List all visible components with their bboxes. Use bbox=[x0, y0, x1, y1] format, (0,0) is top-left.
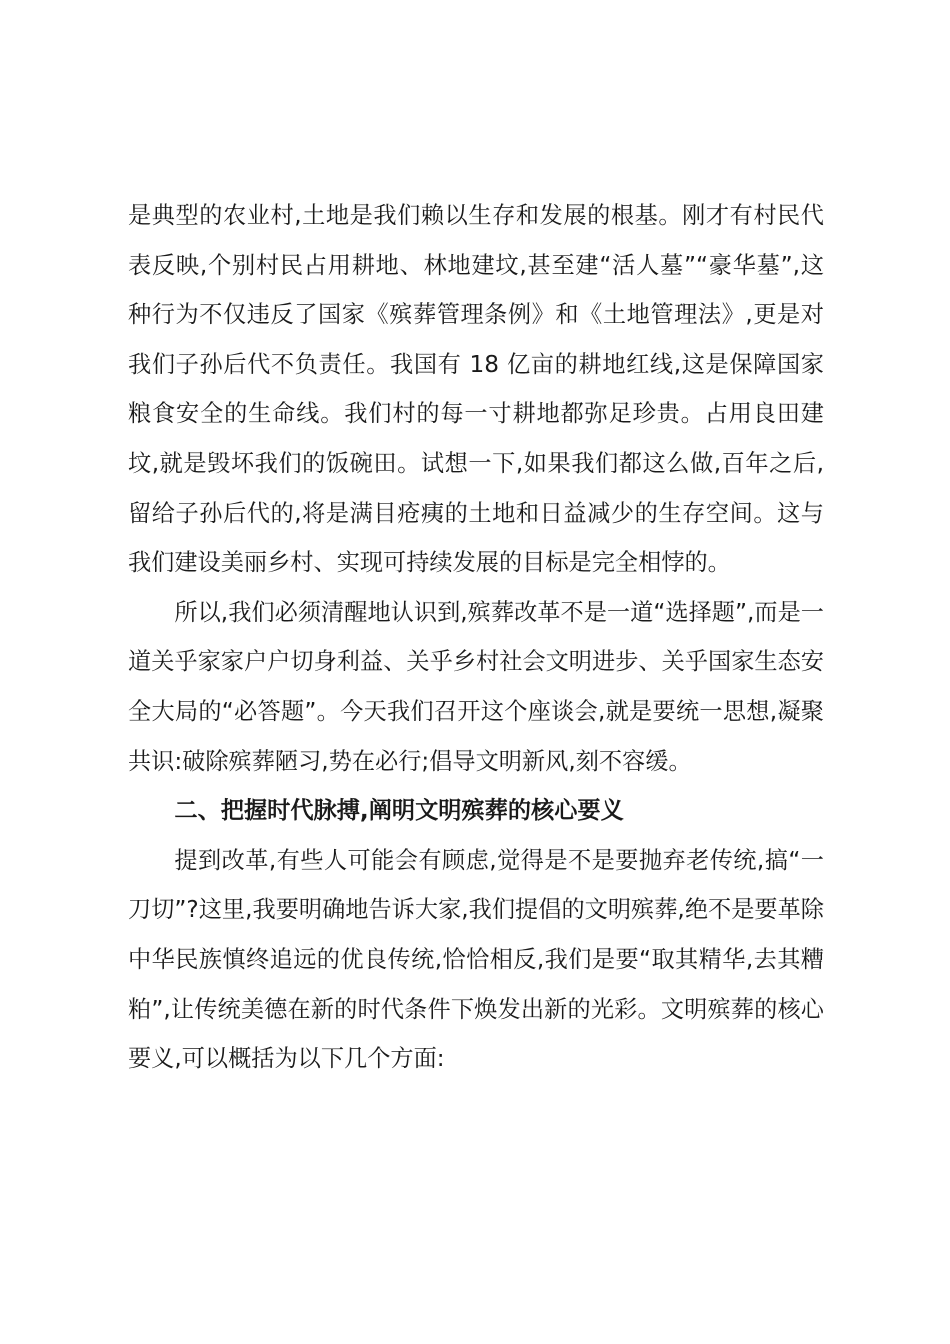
paragraph-continued: 是典型的农业村,土地是我们赖以生存和发展的根基。刚才有村民代表反映,个别村民占用耕地、林地建坟,甚至建“活人墓”“豪华墓”,这种行为不仅违反了国家《殡葬管理条例》和《土地管理法》,更是对我们子孙后代不负责任。我国有 18 亿亩的耕地红线,这是保障国家粮食安全的生命线。我们村的每一寸耕地都弥足珍贵。占用良田建坟,就是毁坏我们的饭碗田。试想一下,如果我们都这么做,百年之后,留给子孙后代的,将是满目疮痍的土地和日益减少的生存空间。这与我们建设美丽乡村、实现可持续发展的目标是完全相悖的。 bbox=[128, 202, 824, 577]
document-body bbox=[128, 191, 824, 1084]
section-heading: 二、把握时代脉搏,阐明文明殡葬的核心要义 bbox=[174, 797, 624, 825]
paragraph-core-meaning: 提到改革,有些人可能会有顾虑,觉得是不是要抛弃老传统,搞“一刀切”?这里,我要明确地告诉大家,我们提倡的文明殡葬,绝不是要革除中华民族慎终追远的优良传统,恰恰相反,我们是要“取其精华,去其糟粕”,让传统美德在新的时代条件下焕发出新的光彩。文明殡葬的核心要义,可以概括为以下几个方面: bbox=[128, 846, 824, 1073]
paragraph-reform-mandatory: 所以,我们必须清醒地认识到,殡葬改革不是一道“选择题”,而是一道关乎家家户户切身利益、关乎乡村社会文明进步、关乎国家生态安全大局的“必答题”。今天我们召开这个座谈会,就是要统一思想,凝聚共识:破除殡葬陋习,势在必行;倡导文明新风,刻不容缓。 bbox=[128, 598, 824, 775]
